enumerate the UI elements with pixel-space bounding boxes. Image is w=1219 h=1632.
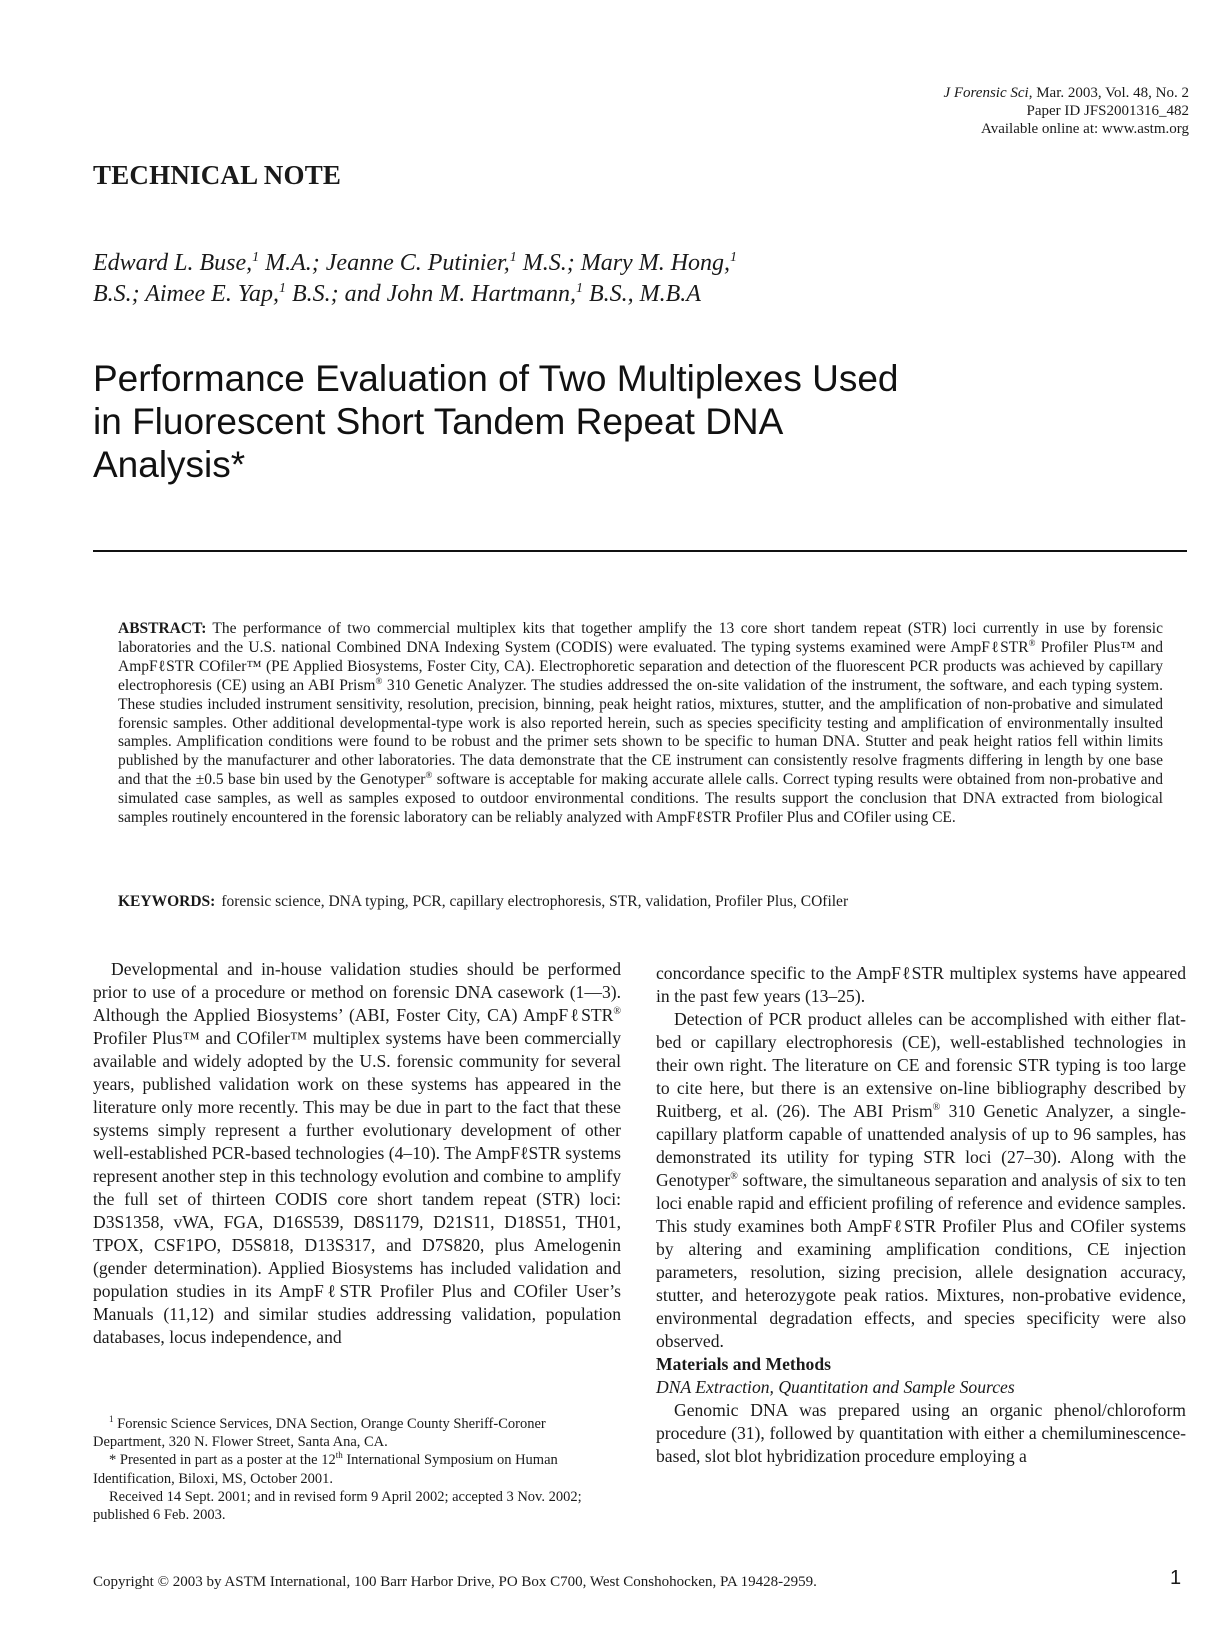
title-line-3: Analysis* (93, 444, 246, 485)
section-type: TECHNICAL NOTE (93, 160, 342, 190)
intro-text-2c: software, the simultaneous separation and analysis of six to ten loci enable rapid and efficient profiling of reference and evidence samples. This study examines both AmpFℓSTR Profiler Plus and COfiler systems by altering and examining amplification conditions, CE injection parameters, resolution, sizing precision, allele designation accuracy, stutter, and heterozygote peak ratios. Mixtures, non-probative evidence, environmental degradation effects, and species specificity were also observed. (656, 1170, 1186, 1351)
methods-paragraph-1: Genomic DNA was prepared using an organic phenol/chloroform procedure (31), followed by quantitation with either a chemiluminescence-based, slot blot hybridization procedure employing a (656, 1400, 1186, 1466)
intro-paragraph-continued: concordance specific to the AmpFℓSTR multiplex systems have appeared in the past few years (13–25). (656, 963, 1186, 1006)
registered-mark: ® (613, 1006, 621, 1017)
ordinal-suffix: th (335, 1450, 343, 1461)
author-2: M.A.; Jeanne C. Putinier, (259, 250, 510, 276)
footnote-presentation (93, 1451, 621, 1487)
keywords-label: KEYWORDS: (118, 893, 216, 910)
intro-text-2b: 310 Genetic Analyzer, a single-capillary platform capable of unattended analysis of up to 96 samples, has demonstrated its utility for typing STR loci (27–30). Along with the Genotyper (656, 1101, 1186, 1190)
keywords-text: forensic science, DNA typing, PCR, capillary electrophoresis, STR, validation, Profiler Plus, COfiler (221, 893, 849, 910)
abstract (118, 620, 1163, 828)
registered-mark: ® (932, 1102, 941, 1113)
footnote-presentation-text-b: International Symposium on Human Identification, Biloxi, MS, October 2001. (93, 1452, 558, 1487)
page-number: 1 (1170, 1567, 1182, 1589)
footnote-affiliation-text: Forensic Science Services, DNA Section, Orange County Sheriff-Coroner Department, 320 N. Flower Street, Santa Ana, CA. (93, 1416, 546, 1451)
author-5: B.S.; and John M. Hartmann, (286, 281, 576, 307)
paper-id: Paper ID JFS2001316_482 (1026, 103, 1189, 119)
section-heading-materials-methods: Materials and Methods (656, 1354, 831, 1374)
author-5-degrees: B.S., M.B.A (582, 281, 701, 307)
footnotes (93, 1415, 621, 1524)
right-column (656, 962, 1186, 1468)
intro-text-1b: Profiler Plus™ and COfiler™ multiplex systems have been commercially available and widely adopted by the U.S. forensic community for several years, published validation work on these systems has appeared in the literature only more recently. This may be due in part to the fact that these systems simply represent a further evolutionary development of other well-established PCR-based technologies (4–10). The AmpFℓSTR systems represent another step in this technology evolution and combine to amplify the full set of thirteen CODIS core short tandem repeat (STR) loci: D3S1358, vWA, FGA, D16S539, D8S1179, D21S11, D18S51, TH01, TPOX, CSF1PO, D5S818, D13S317, and D7S820, plus Amelogenin (gender determination). Applied Biosystems has included validation and population studies in its AmpFℓSTR Profiler Plus and COfiler User’s Manuals (11,12) and similar studies addressing validation, population databases, locus independence, and (93, 1028, 621, 1347)
footnote-presentation-text-a: * Presented in part as a poster at the 12 (109, 1452, 336, 1469)
abstract-text-1: The performance of two commercial multiplex kits that together amplify the 13 core short tandem repeat (STR) loci currently in use by forensic laboratories and the U.S. national Combined DNA Indexing System (CODIS) were evaluated. The typing systems examined were AmpFℓSTR (118, 620, 1163, 656)
author-list (93, 248, 853, 310)
journal-issue: , Mar. 2003, Vol. 48, No. 2 (1028, 85, 1189, 101)
abstract-text-2: Profiler Plus™ and AmpFℓSTR COfiler™ (PE Applied Biosystems, Foster City, CA). Electrophoretic separation and detection of the fluorescent PCR products was achieved by capillary electrophoresis (CE) using an ABI Prism (118, 638, 1163, 694)
author-3: M.S.; Mary M. Hong, (516, 250, 731, 276)
abstract-text-4: software is acceptable for making accurate allele calls. Correct typing results were obtained from non-probative and simulated case samples, as well as samples exposed to outdoor environmental conditions. The results support the conclusion that DNA extracted from biological samples routinely encountered in the forensic laboratory can be reliably analyzed with AmpFℓSTR Profiler Plus and COfiler using CE. (118, 771, 1163, 827)
registered-mark: ® (1028, 637, 1036, 648)
registered-mark: ® (375, 675, 383, 686)
footnote-affiliation (93, 1415, 621, 1451)
intro-text-2a: Detection of PCR product alleles can be accomplished with either flat-bed or capillary electrophoresis (CE), well-established technologies in their own right. The literature on CE and forensic STR typing is too large to cite here, but there is an extensive on-line bibliography described by Ruitberg, et al. (26). The ABI Prism (656, 1009, 1186, 1121)
registered-mark: ® (730, 1171, 738, 1182)
title-line-2: in Fluorescent Short Tandem Repeat DNA (93, 401, 784, 442)
copyright-notice: Copyright © 2003 by ASTM International, 100 Barr Harbor Drive, PO Box C700, West Conshohocken, PA 19428-2959. (93, 1574, 817, 1590)
online-availability: Available online at: www.astm.org (980, 121, 1189, 137)
intro-paragraph-2 (656, 1008, 1186, 1353)
author-4: B.S.; Aimee E. Yap, (93, 281, 279, 307)
affiliation-mark: 1 (509, 250, 517, 265)
registered-mark: ® (425, 770, 433, 781)
affiliation-mark: 1 (279, 281, 286, 296)
affiliation-mark: 1 (575, 281, 583, 296)
author-1: Edward L. Buse, (93, 250, 253, 276)
title-divider (93, 550, 1187, 552)
intro-text-1a: Developmental and in-house validation studies should be performed prior to use of a procedure or method on forensic DNA casework (1—3). Although the Applied Biosystems’ (ABI, Foster City, CA) AmpFℓSTR (93, 959, 621, 1025)
journal-citation (943, 84, 1189, 102)
left-column (93, 958, 621, 1349)
footnote-mark: 1 (109, 1414, 114, 1424)
intro-paragraph-1 (93, 958, 621, 1349)
footnote-dates: Received 14 Sept. 2001; and in revised form 9 April 2002; accepted 3 Nov. 2002; published 6 Feb. 2003. (93, 1488, 582, 1524)
subsection-heading-dna-extraction: DNA Extraction, Quantitation and Sample Sources (656, 1377, 1015, 1397)
abstract-text-3: 310 Genetic Analyzer. The studies addressed the on-site validation of the instrument, the software, and each typing system. These studies included instrument sensitivity, resolution, precision, binning, peak height ratios, mixtures, stutter, and the amplification of non-probative and simulated forensic samples. Other additional developmental-type work is also reported herein, such as species specificity testing and amplification of environmentally insulted samples. Amplification conditions were found to be robust and the primer sets shown to be specific to human DNA. Stutter and peak height ratios fell within limits published by the manufacturer and other laboratories. The data demonstrate that the CE instrument can consistently resolve fragments differing in length by one base and that the ±0.5 base bin used by the Genotyper (118, 676, 1163, 789)
affiliation-mark: 1 (252, 250, 260, 265)
title-line-1: Performance Evaluation of Two Multiplexes Used (93, 358, 899, 399)
journal-header (943, 84, 1189, 138)
keywords (118, 892, 1163, 911)
journal-name: J Forensic Sci (943, 85, 1029, 101)
paper-title (93, 357, 953, 486)
abstract-label: ABSTRACT: (118, 620, 207, 637)
affiliation-mark: 1 (730, 250, 738, 265)
